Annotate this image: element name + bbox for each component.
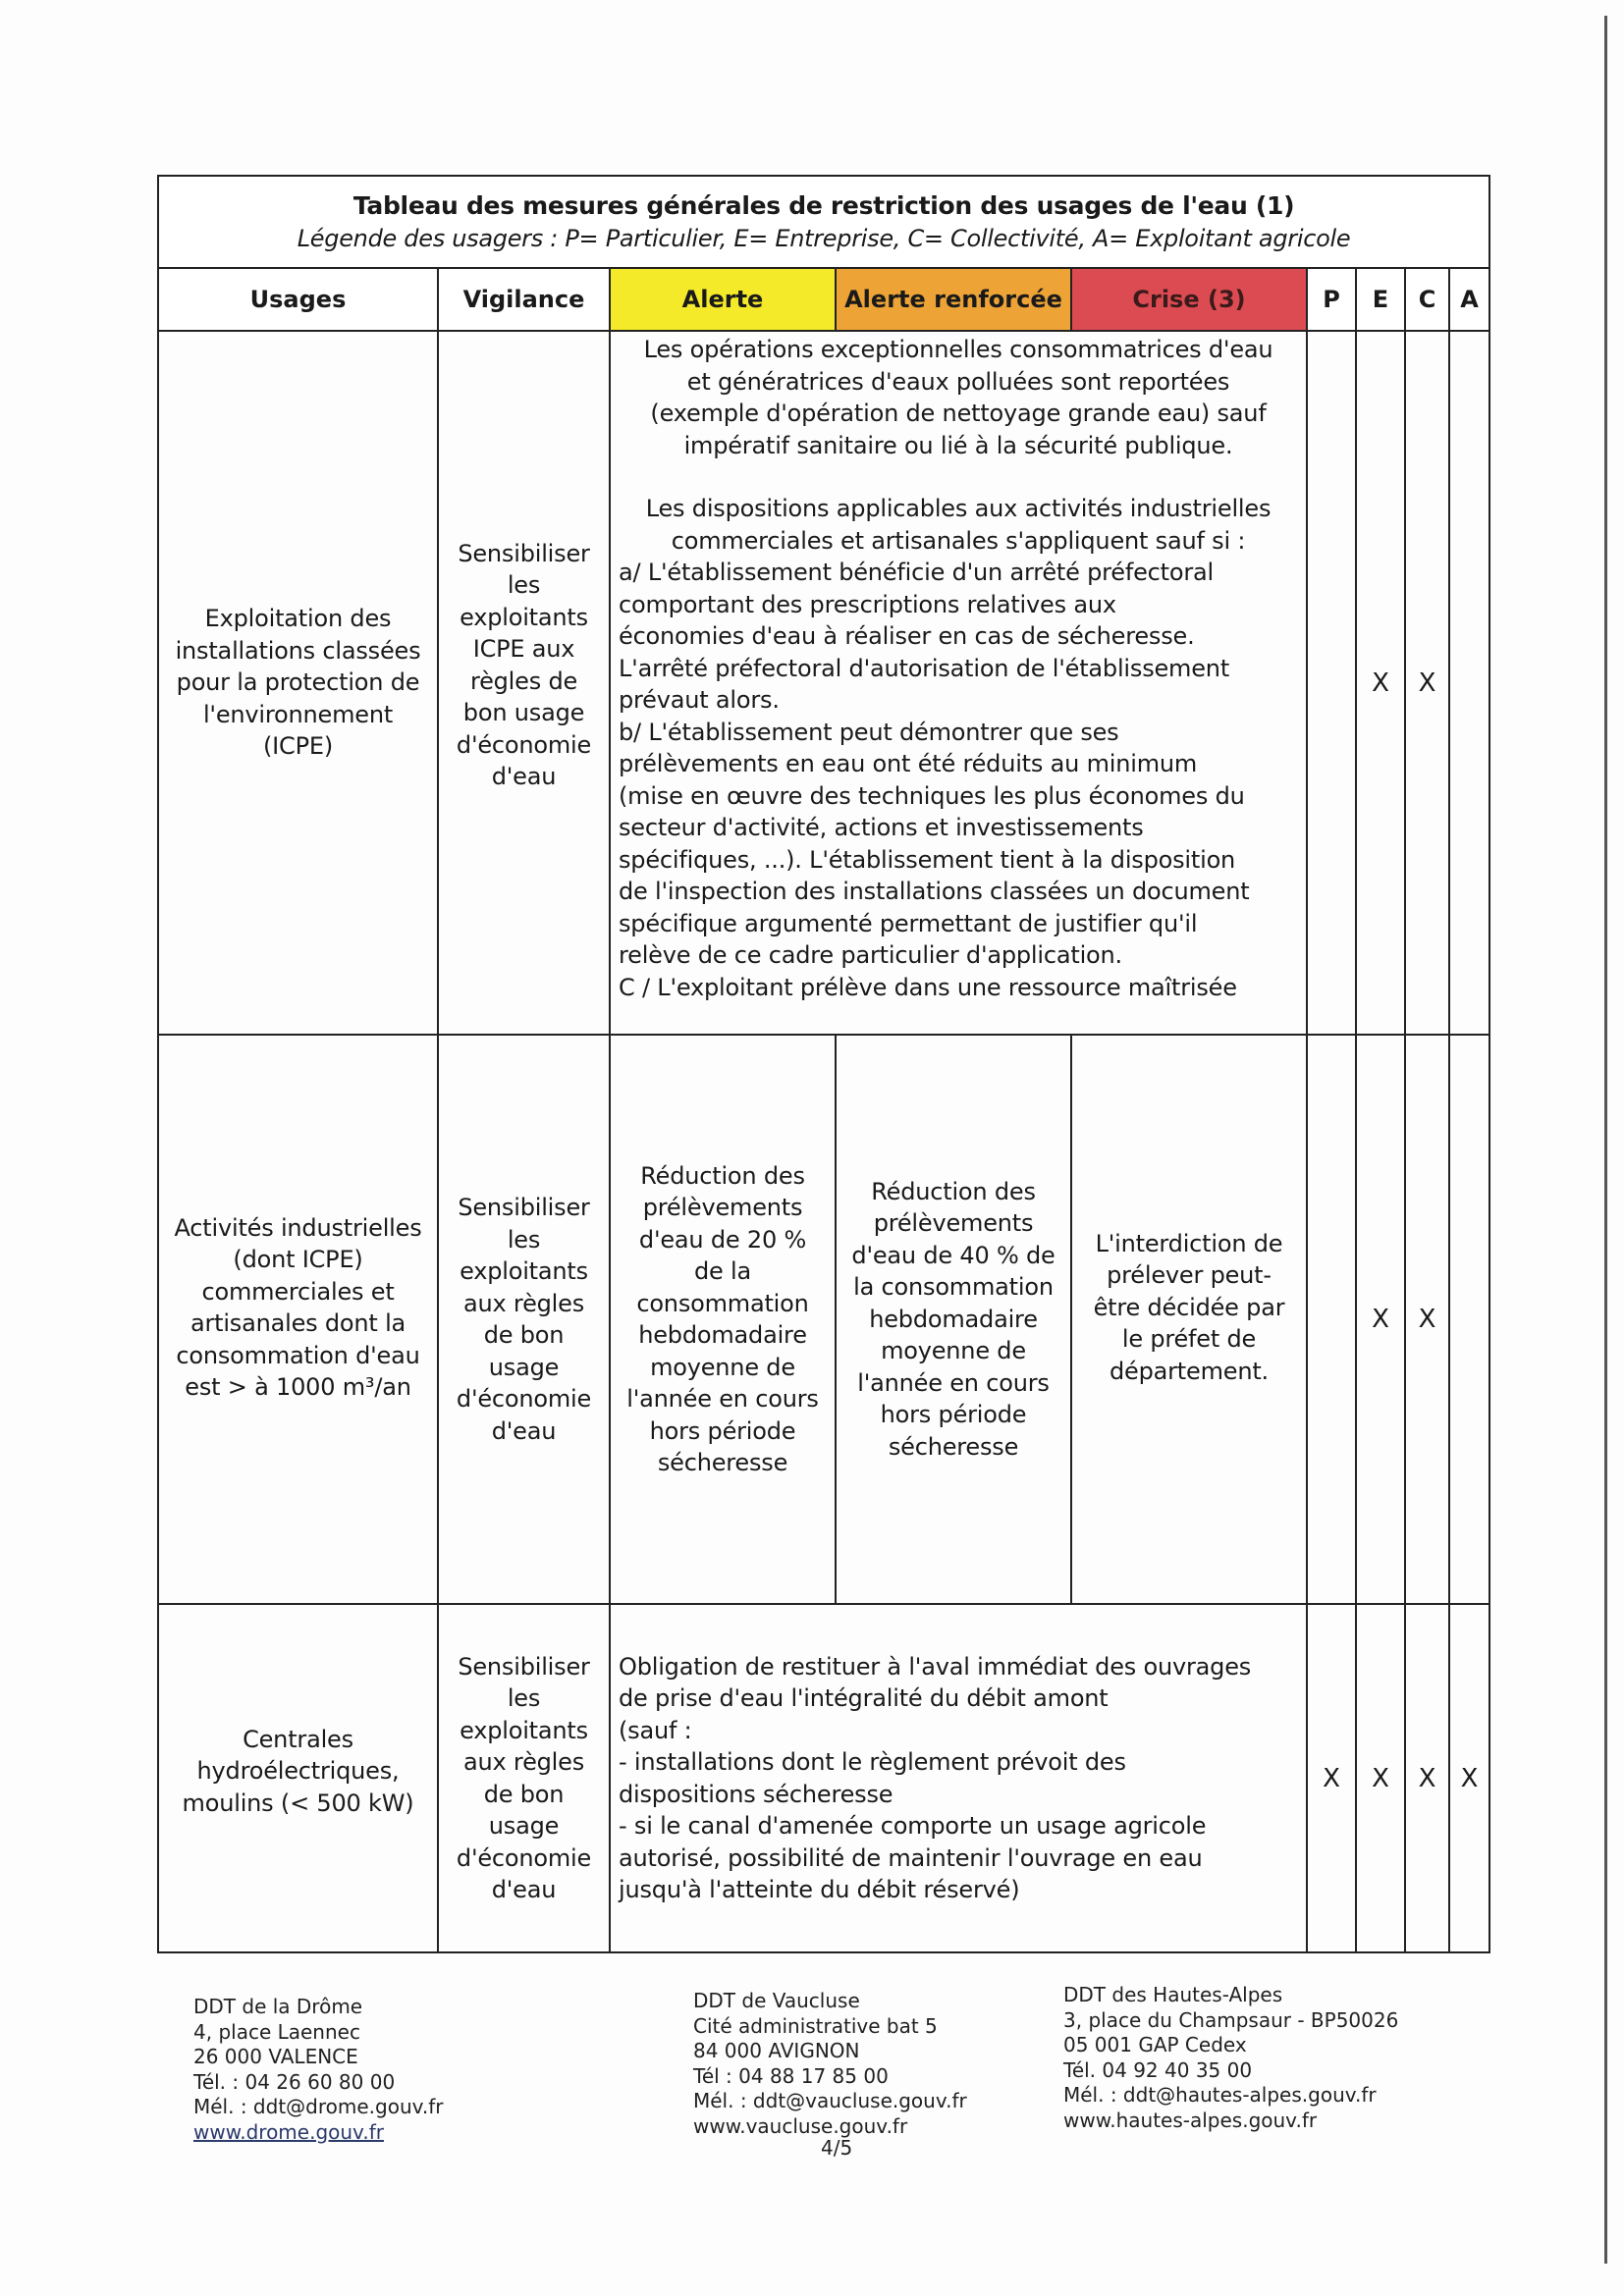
vigilance-text: Sensibiliser les exploitants aux règles de bon usage d'économie d'eau (456, 1194, 592, 1445)
footer-drome-web-link[interactable]: www.drome.gouv.fr (193, 2119, 384, 2144)
header-usages: Usages (158, 268, 438, 331)
mark-a (1449, 331, 1489, 1035)
mark-c: X (1405, 331, 1449, 1035)
table-row (158, 331, 1489, 1035)
footer-hautes-alpes-address: 3, place du Champsaur - BP50026 (1063, 2007, 1399, 2032)
header-alerte: Alerte (610, 268, 836, 331)
usage-text: Activités industrielles (dont ICPE) commerciales et artisanales dont la consommation d'eau est > à 1000 m³/an (174, 1213, 422, 1401)
footer-hautes-alpes (1063, 1983, 1398, 2133)
mark-p: X (1307, 1604, 1356, 1952)
footer-hautes-alpes-tel: Tél. 04 92 40 35 00 (1063, 2057, 1253, 2082)
mark-c: X (1405, 1035, 1449, 1604)
footer-vaucluse-name: DDT de Vaucluse (693, 1989, 860, 2012)
alerte-renforcee-cell (836, 1035, 1071, 1604)
measures-text: Obligation de restituer à l'aval immédiat des ouvrages de prise d'eau l'intégralité du débit amont (sauf : - installations dont le règlement prévoit des dispositions sécheresse - si le canal d'amenée comporte un usage agricole autorisé, possibilité de maintenir l'ouvrage en eau jusqu'à l'atteinte du débit réservé) (619, 1652, 1252, 1903)
footer-hautes-alpes-mail: Mél. : ddt@hautes-alpes.gouv.fr (1063, 2083, 1377, 2107)
vigilance-cell (438, 1035, 610, 1604)
restriction-measures-table (157, 175, 1490, 1953)
alerte-renforcee-text: Réduction des prélèvements d'eau de 40 % de la consommation hebdomadaire moyenne de l'année en cours hors période sécheresse (851, 1177, 1056, 1461)
header-crise: Crise (3) (1071, 268, 1307, 331)
mark-c: X (1405, 1604, 1449, 1952)
crise-cell (1071, 1035, 1307, 1604)
mark-e: X (1356, 331, 1405, 1035)
crise-text: L'interdiction de prélever peut- être décidée par le préfet de département. (1093, 1229, 1285, 1385)
measures-para-1: Les opérations exceptionnelles consommatrices d'eau et génératrices d'eaux polluées sont reportées (exemple d'opération de nettoyage grande eau) sauf impératif sanitaire ou lié à la sécurité publique. (643, 336, 1273, 459)
usage-cell (158, 331, 438, 1035)
vigilance-text: Sensibiliser les exploitants aux règles de bon usage d'économie d'eau (456, 1652, 592, 1903)
table-legend: Légende des usagers : P= Particulier, E= Entreprise, C= Collectivité, A= Exploitant agricole (297, 225, 1351, 252)
header-a: A (1449, 268, 1489, 331)
footer-vaucluse-mail: Mél. : ddt@vaucluse.gouv.fr (693, 2089, 967, 2112)
measures-para-2-intro: Les dispositions applicables aux activités industrielles commerciales et artisanales s'appliquent sauf si : (645, 495, 1272, 555)
scan-edge (1604, 16, 1607, 2264)
header-alerte-renforcee: Alerte renforcée (836, 268, 1071, 331)
mark-p (1307, 331, 1356, 1035)
table-row (158, 1604, 1489, 1952)
footer-vaucluse-tel: Tél : 04 88 17 85 00 (693, 2063, 889, 2088)
footer-vaucluse-city: 84 000 AVIGNON (693, 2039, 860, 2062)
usage-text: Centrales hydroélectriques, moulins (< 500 kW) (182, 1725, 414, 1817)
footer-drome (193, 1995, 444, 2145)
footer-hautes-alpes-name: DDT des Hautes-Alpes (1063, 1983, 1283, 2006)
header-row (158, 268, 1489, 331)
vigilance-text: Sensibiliser les exploitants ICPE aux règles de bon usage d'économie d'eau (456, 539, 592, 790)
header-e: E (1356, 268, 1405, 331)
footer-drome-tel: Tél. : 04 26 60 80 00 (193, 2069, 396, 2094)
mark-e: X (1356, 1604, 1405, 1952)
table-row (158, 1035, 1489, 1604)
footer-drome-city: 26 000 VALENCE (193, 2045, 358, 2068)
header-p: P (1307, 268, 1356, 331)
usage-text: Exploitation des installations classées pour la protection de l'environnement (ICPE) (175, 605, 421, 761)
footer-hautes-alpes-web: www.hautes-alpes.gouv.fr (1063, 2108, 1318, 2132)
alerte-text: Réduction des prélèvements d'eau de 20 % de la consommation hebdomadaire moyenne de l'année en cours hors période sécheresse (626, 1161, 819, 1476)
footer-hautes-alpes-city: 05 001 GAP Cedex (1063, 2033, 1247, 2056)
header-c: C (1405, 268, 1449, 331)
usage-cell (158, 1604, 438, 1952)
footer-vaucluse (693, 1989, 967, 2139)
measures-para-2-conditions: a/ L'établissement bénéficie d'un arrêté préfectoral comportant des prescriptions relatives aux économies d'eau à réaliser en cas de sécheresse. L'arrêté préfectoral d'autorisation de l'établissement prévaut alors. b/ L'établissement peut démontrer que ses prélèvements en eau ont été réduits au minimum (mise en œuvre des techniques les plus économes du secteur d'activité, actions et investissements spécifiques, ...). L'établissement tient à la disposition de l'inspection des installations classées un document spécifique argumenté permettant de justifier qu'il relève de ce cadre particulier d'application. C / L'exploitant prélève dans une ressource maîtrisée (619, 559, 1250, 1001)
alerte-cell (610, 1035, 836, 1604)
footer-drome-address: 4, place Laennec (193, 2019, 360, 2044)
mark-p (1307, 1035, 1356, 1604)
footer-drome-mail: Mél. : ddt@drome.gouv.fr (193, 2095, 444, 2118)
table-title: Tableau des mesures générales de restriction des usages de l'eau (1) (352, 191, 1295, 220)
mark-e: X (1356, 1035, 1405, 1604)
vigilance-cell (438, 1604, 610, 1952)
footer-vaucluse-address: Cité administrative bat 5 (693, 2013, 938, 2038)
usage-cell (158, 1035, 438, 1604)
vigilance-cell (438, 331, 610, 1035)
page-number: 4/5 (821, 2136, 853, 2160)
merged-measures-cell (610, 1604, 1307, 1952)
table-title-cell (158, 176, 1489, 268)
footer-drome-name: DDT de la Drôme (193, 1995, 363, 2018)
footer-vaucluse-web: www.vaucluse.gouv.fr (693, 2113, 908, 2138)
mark-a (1449, 1035, 1489, 1604)
merged-measures-cell (610, 331, 1307, 1035)
header-vigilance: Vigilance (438, 268, 610, 331)
mark-a: X (1449, 1604, 1489, 1952)
